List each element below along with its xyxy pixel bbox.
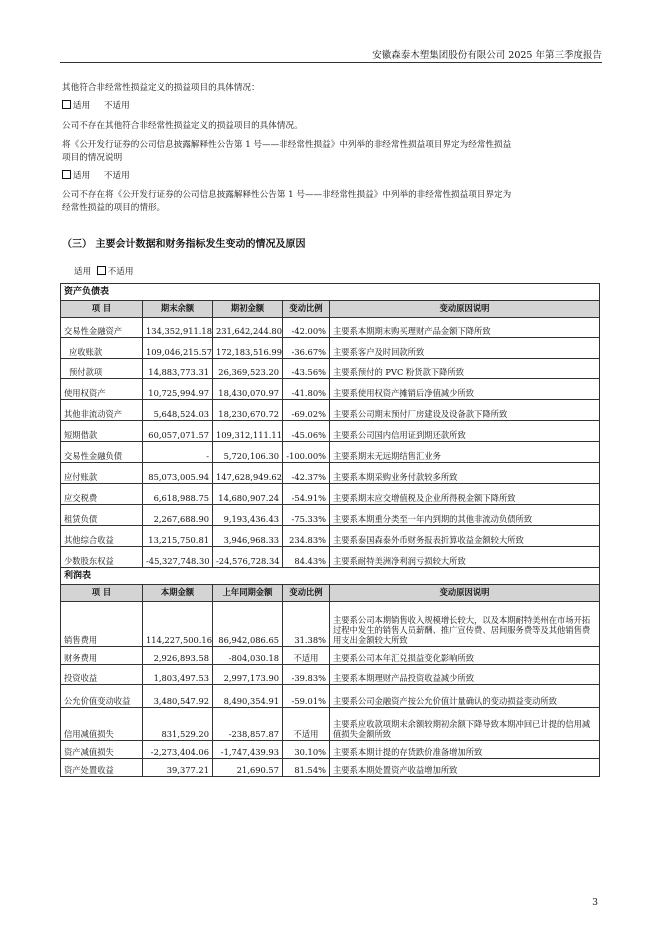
change-reason: 主要系耐特美洲净利润亏损较大所致 [330,547,600,568]
amount-prior: -24,576,728.34 [213,547,283,568]
amount-current: -2,273,404.06 [143,741,213,759]
change-reason: 主要系预付的 PVC 粉货款下降所致 [330,359,600,379]
change-reason: 主要系公司本年汇兑损益变化影响所致 [330,647,600,665]
table-row [61,665,600,685]
table-row [61,400,600,421]
amount-prior: 9,193,436.43 [213,505,283,526]
option-not-applicable: 不适用 [103,101,130,111]
change-ratio: 31.38% [283,602,330,647]
amount-prior: -1,747,439.93 [213,741,283,759]
amount-prior: -804,030.18 [213,647,283,665]
row-item-name: 预付款项 [61,359,143,379]
amount-prior: 21,690.57 [213,759,283,777]
table-row [61,741,600,759]
change-ratio: -36.67% [283,338,330,359]
change-ratio: -43.56% [283,359,330,379]
table-row [61,647,600,665]
row-item-name: 财务费用 [61,647,143,665]
table-row [61,759,600,777]
income-section-row [61,568,600,585]
checkbox-icon [97,266,106,275]
section-title: （三） 主要会计数据和财务指标发生变动的情况及原因 [62,239,306,250]
change-ratio: 81.54% [283,759,330,777]
table-row [61,463,600,484]
table-row [61,484,600,505]
amount-prior: 3,946,968.33 [213,526,283,547]
row-item-name: 应付账款 [61,463,143,484]
row-item-name: 资产处置收益 [61,759,143,777]
table-row [61,442,600,463]
amount-prior: 231,642,244.80 [213,318,283,338]
balance-section-row [61,284,600,301]
table-row [61,685,600,708]
report-header: 安徽森泰木塑集团股份有限公司 2025 年第三季度报告 [372,50,602,61]
row-item-name: 信用减值损失 [61,708,143,741]
amount-current: - [143,442,213,463]
amount-prior: 109,312,111.11 [213,421,283,442]
column-header: 变动原因说明 [330,585,600,602]
row-item-name: 公允价值变动收益 [61,685,143,708]
amount-current: 109,046,215.57 [143,338,213,359]
table-row [61,505,600,526]
change-reason: 主要系公司期末预付厂房建设及设备款下降所致 [330,400,600,421]
amount-current: 14,883,773.31 [143,359,213,379]
amount-current: 2,267,688.90 [143,505,213,526]
change-ratio: -39.83% [283,665,330,685]
change-ratio: -75.33% [283,505,330,526]
amount-current: 39,377.21 [143,759,213,777]
row-item-name: 投资收益 [61,665,143,685]
change-ratio: 不适用 [283,647,330,665]
row-item-name: 少数股东权益 [61,547,143,568]
table-row [61,379,600,400]
row-item-name: 销售费用 [61,602,143,647]
change-reason: 主要系公司国内信用证到期还款所致 [330,421,600,442]
amount-current: 1,803,497.53 [143,665,213,685]
intro-paragraph-4-line-2: 经常性损益的项目的情形。 [62,203,166,213]
amount-current: 114,227,500.16 [143,602,213,647]
table-row [61,602,600,647]
column-header: 变动比例 [283,585,330,602]
row-item-name: 交易性金融资产 [61,318,143,338]
amount-current: 831,529.20 [143,708,213,741]
amount-prior: 147,628,949.62 [213,463,283,484]
intro-paragraph-1: 其他符合非经常性损益定义的损益项目的具体情况： [62,83,260,93]
table-row [61,708,600,741]
amount-current: 6,618,988.75 [143,484,213,505]
column-header: 本期金额 [143,585,213,602]
table-row [61,421,600,442]
amount-prior: 8,490,354.91 [213,685,283,708]
checkbox-icon [62,170,71,179]
change-ratio: 234.83% [283,526,330,547]
amount-current: 3,480,547.92 [143,685,213,708]
change-reason: 主要系本期理财产品投资收益减少所致 [330,665,600,685]
table-row [61,526,600,547]
column-header: 项 目 [61,585,143,602]
amount-prior: 5,720,106.30 [213,442,283,463]
row-item-name: 其他非流动资产 [61,400,143,421]
income-header-row [61,585,600,602]
row-item-name: 应交税费 [61,484,143,505]
section-applicability [74,265,133,277]
amount-current: -45,327,748.30 [143,547,213,568]
change-ratio: -41.80% [283,379,330,400]
amount-current: 2,926,893.58 [143,647,213,665]
checkbox-icon [62,100,71,109]
change-reason: 主要系本期重分类至一年内到期的其他非流动负债所致 [330,505,600,526]
option-applicable: 适用 [73,171,91,181]
change-reason: 主要系使用权资产摊销后净值减少所致 [330,379,600,400]
change-reason: 主要系本期计提的存货跌价准备增加所致 [330,741,600,759]
amount-prior: 2,997,173.90 [213,665,283,685]
row-item-name: 短期借款 [61,421,143,442]
amount-current: 134,352,911.18 [143,318,213,338]
page-number: 3 [592,898,598,908]
row-item-name: 资产减值损失 [61,741,143,759]
option-not-applicable: 不适用 [103,171,130,181]
column-header: 期末余额 [143,301,213,318]
change-ratio: 84.43% [283,547,330,568]
amount-prior: 26,369,523.20 [213,359,283,379]
row-item-name: 交易性金融负债 [61,442,143,463]
column-header: 变动原因说明 [330,301,600,318]
intro-paragraph-4-line-1: 公司不存在将《公开发行证券的公司信息披露解释性公告第 1 号——非经常性损益》中列举的非经常性损益项目界定为 [62,190,512,200]
income-section-title: 利润表 [61,568,600,585]
change-ratio: -59.01% [283,685,330,708]
change-reason: 主要系应收款项期末余额较期初余额下降导致本期冲回已计提的信用减值损失金额所致 [330,708,600,741]
change-reason: 主要系本期期末购买理财产品金额下降所致 [330,318,600,338]
amount-current: 85,073,005.94 [143,463,213,484]
change-reason: 主要系公司金融资产按公允价值计量确认的变动损益变动所致 [330,685,600,708]
amount-prior: 14,680,907.24 [213,484,283,505]
intro-paragraph-3-line-2: 项目的情况说明 [62,153,123,163]
column-header: 项 目 [61,301,143,318]
balance-section-title: 资产负债表 [61,284,600,301]
amount-prior: -238,857.87 [213,708,283,741]
option-applicable: 适用 [73,101,91,111]
change-reason: 主要系期末无远期结售汇业务 [330,442,600,463]
amount-current: 60,057,071.57 [143,421,213,442]
row-item-name: 应收账款 [61,338,143,359]
intro-paragraph-3-line-1: 将《公开发行证券的公司信息披露解释性公告第 1 号——非经常性损益》中列举的非经常性损益项目界定为经常性损益 [62,140,512,150]
change-ratio: -54.91% [283,484,330,505]
change-reason: 主要系泰国森泰外币财务报表折算收益金额较大所致 [330,526,600,547]
amount-prior: 18,430,070.97 [213,379,283,400]
row-item-name: 其他综合收益 [61,526,143,547]
financial-changes-table [60,283,600,777]
applicability-option-2 [62,169,130,181]
amount-prior: 172,183,516.99 [213,338,283,359]
option-not-applicable: 不适用 [107,267,134,277]
amount-prior: 86,942,086.65 [213,602,283,647]
row-item-name: 租赁负债 [61,505,143,526]
change-ratio: 不适用 [283,708,330,741]
option-applicable: 适用 [74,267,92,277]
table-row [61,547,600,568]
amount-prior: 18,230,670.72 [213,400,283,421]
table-row [61,359,600,379]
change-ratio: -42.37% [283,463,330,484]
balance-header-row [61,301,600,318]
intro-paragraph-2: 公司不存在其他符合非经常性损益定义的损益项目的具体情况。 [62,121,303,131]
column-header: 期初金额 [213,301,283,318]
row-item-name: 使用权资产 [61,379,143,400]
change-ratio: 30.10% [283,741,330,759]
change-reason: 主要系本期处置资产收益增加所致 [330,759,600,777]
change-ratio: -69.02% [283,400,330,421]
amount-current: 5,648,524.03 [143,400,213,421]
table-row [61,318,600,338]
table-row [61,338,600,359]
column-header: 变动比例 [283,301,330,318]
header-divider [60,62,602,63]
change-ratio: -45.06% [283,421,330,442]
change-reason: 主要系公司本期销售收入规模增长较大，以及本期耐特美州在市场开拓过程中发生的销售人员薪酬、推广宣传费、居间服务费等及其他销售费用支出金额较大所致 [330,602,600,647]
applicability-option-1 [62,99,130,111]
amount-current: 13,215,750.81 [143,526,213,547]
amount-current: 10,725,994.97 [143,379,213,400]
change-ratio: -100.00% [283,442,330,463]
column-header: 上年同期金额 [213,585,283,602]
change-ratio: -42.00% [283,318,330,338]
change-reason: 主要系期末应交增值税及企业所得税金额下降所致 [330,484,600,505]
change-reason: 主要系客户及时回款所致 [330,338,600,359]
change-reason: 主要系本期采购业务付款较多所致 [330,463,600,484]
